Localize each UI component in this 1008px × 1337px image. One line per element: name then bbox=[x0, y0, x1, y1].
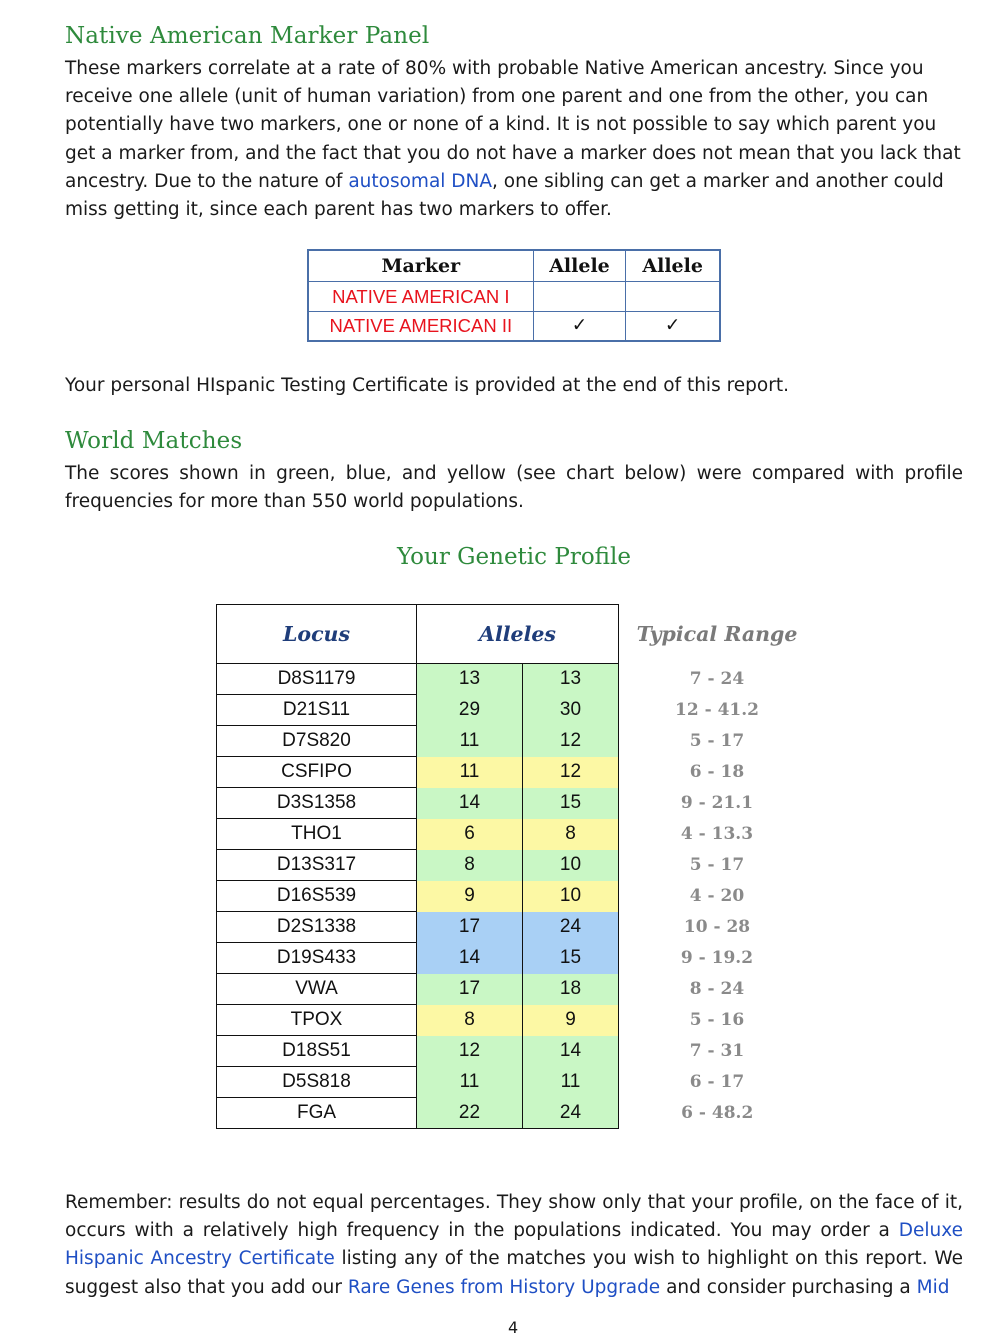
profile-row bbox=[217, 819, 816, 850]
profile-row bbox=[217, 726, 816, 757]
locus-cell: D7S820 bbox=[217, 726, 417, 757]
marker-name: NATIVE AMERICAN I bbox=[308, 282, 533, 311]
allele-1-cell: 14 bbox=[417, 943, 523, 974]
allele-2-cell: 30 bbox=[523, 695, 619, 726]
locus-cell: VWA bbox=[217, 974, 417, 1005]
profile-row bbox=[217, 1005, 816, 1036]
allele-2-cell: 9 bbox=[523, 1005, 619, 1036]
remember-text-2: listing any of the matches you wish to highlight on this report. We suggest also that you add our bbox=[65, 1248, 963, 1298]
locus-cell: CSFIPO bbox=[217, 757, 417, 788]
profile-row bbox=[217, 1067, 816, 1098]
allele-2-cell: 15 bbox=[523, 943, 619, 974]
allele-2-cell: 18 bbox=[523, 974, 619, 1005]
marker-panel-text-2: , one sibling can get a marker and another could miss getting it, since each parent has two markers to offer. bbox=[65, 170, 944, 221]
world-matches-title: World Matches bbox=[65, 428, 243, 454]
allele-2-cell: 10 bbox=[523, 850, 619, 881]
range-cell: 6 - 17 bbox=[689, 1072, 745, 1092]
range-cell: 9 - 19.2 bbox=[680, 948, 754, 968]
profile-row bbox=[217, 1098, 816, 1129]
allele-2-cell: 10 bbox=[523, 881, 619, 912]
locus-cell: D13S317 bbox=[217, 850, 417, 881]
allele-2-cell: 15 bbox=[523, 788, 619, 819]
range-cell: 6 - 18 bbox=[689, 762, 745, 782]
range-cell: 7 - 24 bbox=[689, 669, 745, 689]
allele-2-cell: 12 bbox=[523, 726, 619, 757]
allele-checkmark: ✓ bbox=[626, 311, 720, 341]
rare-genes-link[interactable]: Rare Genes from History Upgrade bbox=[347, 1276, 661, 1298]
profile-row bbox=[217, 881, 816, 912]
remember-text-1: Remember: results do not equal percentages. They show only that your profile, on the face of it, occurs with a relatively high frequency in the populations indicated. You may order a bbox=[65, 1192, 963, 1242]
allele-1-cell: 8 bbox=[417, 1005, 523, 1036]
allele-cell bbox=[626, 282, 720, 311]
range-cell: 8 - 24 bbox=[689, 979, 745, 999]
locus-cell: D18S51 bbox=[217, 1036, 417, 1067]
locus-cell: D8S1179 bbox=[217, 664, 417, 695]
profile-body bbox=[217, 664, 816, 1129]
locus-cell: D2S1338 bbox=[217, 912, 417, 943]
autosomal-dna-link[interactable]: autosomal DNA bbox=[348, 170, 493, 192]
profile-row bbox=[217, 912, 816, 943]
profile-row bbox=[217, 788, 816, 819]
allele-1-cell: 11 bbox=[417, 757, 523, 788]
locus-cell: D16S539 bbox=[217, 881, 417, 912]
locus-cell: D3S1358 bbox=[217, 788, 417, 819]
allele-2-cell: 24 bbox=[523, 912, 619, 943]
allele-1-cell: 17 bbox=[417, 912, 523, 943]
locus-cell: TPOX bbox=[217, 1005, 417, 1036]
marker-panel-paragraph bbox=[65, 55, 963, 224]
allele-1-cell: 22 bbox=[417, 1098, 523, 1129]
marker-row bbox=[308, 311, 720, 341]
typical-range-header: Typical Range bbox=[636, 622, 798, 646]
allele-checkmark: ✓ bbox=[533, 311, 626, 341]
page-number: 4 bbox=[508, 1318, 519, 1337]
allele-cell bbox=[533, 282, 626, 311]
profile-row bbox=[217, 1036, 816, 1067]
locus-cell: FGA bbox=[217, 1098, 417, 1129]
profile-row bbox=[217, 974, 816, 1005]
allele-1-cell: 6 bbox=[417, 819, 523, 850]
allele-1-cell: 11 bbox=[417, 1067, 523, 1098]
marker-row bbox=[308, 282, 720, 311]
marker-panel-text-1: These markers correlate at a rate of 80% with probable Native American ancestry. Since you receive one allele (unit of human variation) from one parent and one from the other, you can potentially have two markers, one or none of a kind. It is not possible to say which parent you get a marker from, and the fact that you do not have a marker does not mean that you lack that ancestry. Due to the nature of bbox=[65, 58, 961, 192]
allele-1-cell: 13 bbox=[417, 664, 523, 695]
range-cell: 6 - 48.2 bbox=[681, 1103, 754, 1123]
allele-2-cell: 12 bbox=[523, 757, 619, 788]
allele-1-cell: 11 bbox=[417, 726, 523, 757]
marker-table-header bbox=[308, 250, 720, 282]
marker-panel-title: Native American Marker Panel bbox=[65, 23, 430, 49]
profile-row bbox=[217, 757, 816, 788]
allele-1-cell: 14 bbox=[417, 788, 523, 819]
locus-cell: D5S818 bbox=[217, 1067, 417, 1098]
allele-2-cell: 11 bbox=[523, 1067, 619, 1098]
mid-link[interactable]: Mid bbox=[916, 1276, 950, 1298]
allele-header-1: Allele bbox=[533, 250, 626, 282]
range-cell: 5 - 17 bbox=[689, 855, 745, 875]
locus-header: Locus bbox=[217, 605, 417, 664]
locus-cell: D19S433 bbox=[217, 943, 417, 974]
deluxe-certificate-link[interactable]: Deluxe Hispanic Ancestry Certificate bbox=[65, 1220, 963, 1270]
genetic-profile-title: Your Genetic Profile bbox=[397, 544, 631, 570]
marker-header: Marker bbox=[308, 250, 533, 282]
range-cell: 10 - 28 bbox=[683, 917, 751, 937]
allele-2-cell: 13 bbox=[523, 664, 619, 695]
allele-2-cell: 24 bbox=[523, 1098, 619, 1129]
profile-row bbox=[217, 664, 816, 695]
alleles-header: Alleles bbox=[417, 605, 619, 664]
remember-text-3: and consider purchasing a bbox=[660, 1276, 917, 1298]
range-cell: 12 - 41.2 bbox=[675, 700, 759, 720]
allele-1-cell: 29 bbox=[417, 695, 523, 726]
range-cell: 4 - 20 bbox=[689, 886, 745, 906]
allele-header-2: Allele bbox=[626, 250, 720, 282]
remember-paragraph bbox=[65, 1189, 963, 1302]
allele-1-cell: 9 bbox=[417, 881, 523, 912]
locus-cell: THO1 bbox=[217, 819, 417, 850]
range-cell: 5 - 16 bbox=[689, 1010, 745, 1030]
range-cell: 5 - 17 bbox=[689, 731, 745, 751]
allele-1-cell: 8 bbox=[417, 850, 523, 881]
allele-1-cell: 17 bbox=[417, 974, 523, 1005]
certificate-note: Your personal HIspanic Testing Certificate is provided at the end of this report. bbox=[65, 375, 789, 396]
range-cell: 9 - 21.1 bbox=[680, 793, 754, 813]
world-matches-paragraph: The scores shown in green, blue, and yellow (see chart below) were compared with profile frequencies for more than 550 world populations. bbox=[65, 463, 963, 513]
profile-header-row bbox=[217, 605, 816, 664]
genetic-profile-table bbox=[216, 604, 816, 1129]
allele-2-cell: 8 bbox=[523, 819, 619, 850]
locus-cell: D21S11 bbox=[217, 695, 417, 726]
marker-name: NATIVE AMERICAN II bbox=[308, 311, 533, 341]
profile-row bbox=[217, 695, 816, 726]
allele-2-cell: 14 bbox=[523, 1036, 619, 1067]
marker-table bbox=[307, 249, 721, 342]
allele-1-cell: 12 bbox=[417, 1036, 523, 1067]
range-cell: 4 - 13.3 bbox=[680, 824, 754, 844]
range-cell: 7 - 31 bbox=[689, 1041, 745, 1061]
profile-row bbox=[217, 943, 816, 974]
profile-row bbox=[217, 850, 816, 881]
